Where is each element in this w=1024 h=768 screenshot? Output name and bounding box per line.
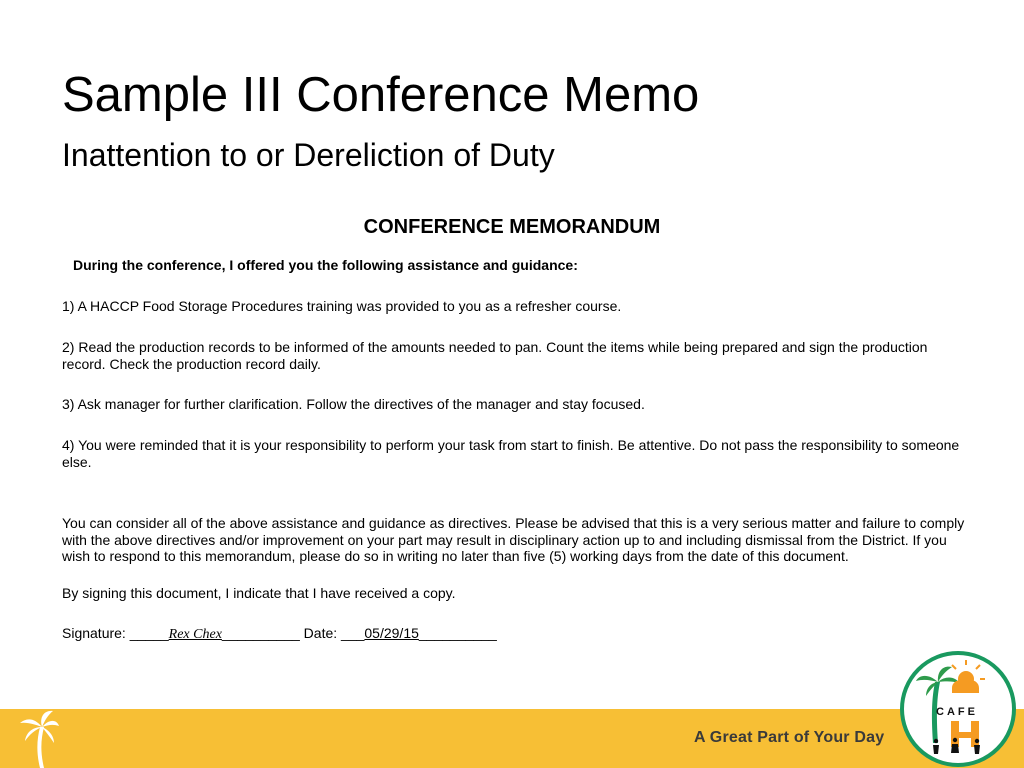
signature-trail-blank: __________ — [221, 625, 300, 641]
date-value: 05/29/15 — [364, 625, 419, 641]
memo-item-1: 1) A HACCP Food Storage Procedures training was provided to you as a refresher course. — [62, 298, 622, 314]
page-title: Sample III Conference Memo — [62, 68, 700, 122]
signature-line — [62, 625, 497, 644]
memo-item-4: 4) You were reminded that it is your responsibility to perform your task from start to finish. Be attentive. Do not pass the responsibility to someone else. — [62, 437, 960, 470]
date-lead-blank: ___ — [341, 625, 365, 641]
cafe-logo-text: CAFE — [936, 706, 978, 718]
date-label: Date: — [299, 625, 342, 641]
signature-name: Rex Chex — [168, 627, 222, 642]
signature-label: Signature: — [62, 625, 130, 641]
directives-paragraph: You can consider all of the above assistance and guidance as directives. Please be advised that this is a very serious matter and failure to comply with the above directives and/or improvement on your part may result in disciplinary action up to and including dismissal from the District. If you wish to respond to this memorandum, please do so in writing no later than five (5) working days from the date of this document. — [62, 515, 965, 565]
palm-tree-icon — [17, 709, 59, 768]
footer-tagline: A Great Part of Your Day — [694, 729, 885, 746]
acknowledgement-text: By signing this document, I indicate that I have received a copy. — [62, 585, 456, 601]
memo-heading: CONFERENCE MEMORANDUM — [363, 216, 661, 238]
memo-item-2: 2) Read the production records to be informed of the amounts needed to pan. Count the items while being prepared and sign the production record. Check the production record daily. — [62, 339, 928, 372]
signature-lead-blank: _____ — [129, 625, 169, 641]
date-trail-blank: __________ — [418, 625, 497, 641]
page-subtitle: Inattention to or Dereliction of Duty — [62, 137, 555, 173]
memo-intro: During the conference, I offered you the following assistance and guidance: — [73, 257, 578, 273]
memo-item-3: 3) Ask manager for further clarification. Follow the directives of the manager and stay focused. — [62, 396, 645, 412]
